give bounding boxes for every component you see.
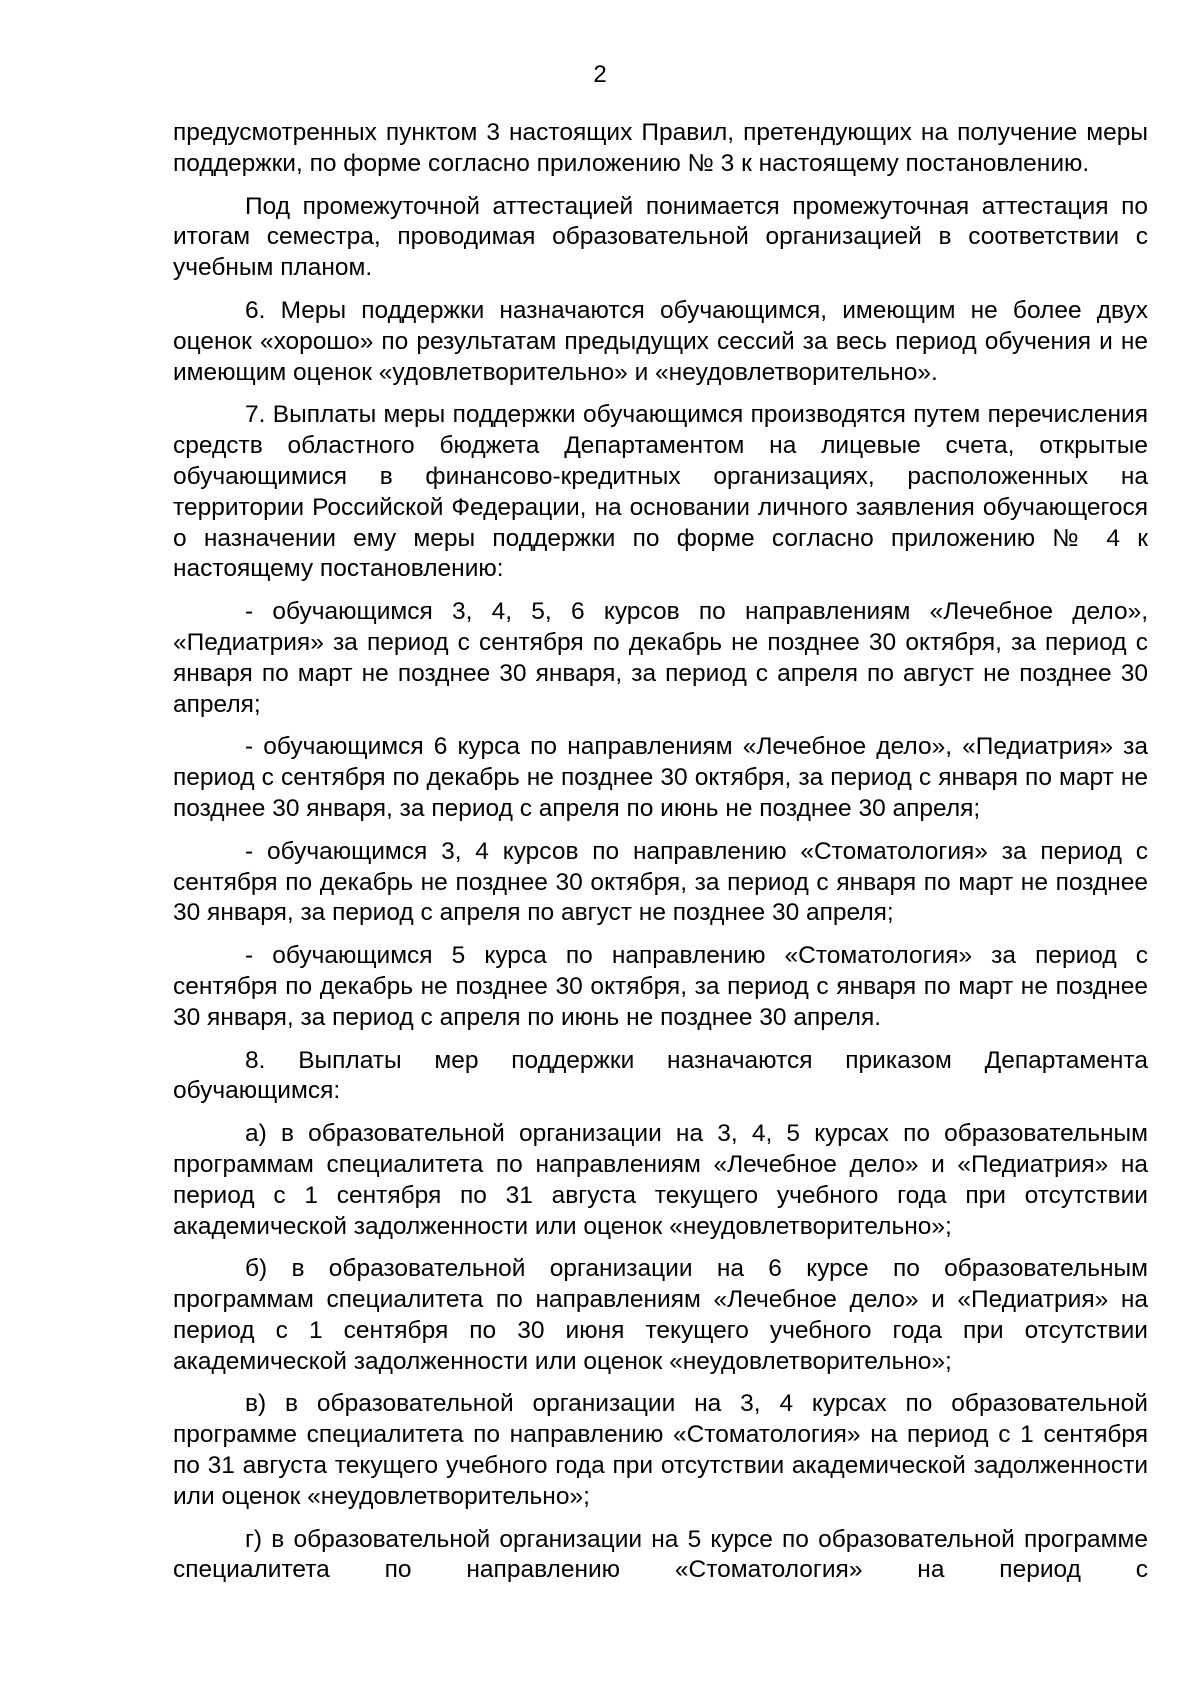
list-item-a: а) в образовательной организации на 3, 4, 5 курсах по образовательным программам специалитета по направлениям «Лечебное дело» и «Педиатрия» на период с 1 сентября по 31 августа текущего учебного года при отсутствии академической задолженности или оценок «неудовлетворительно»; (173, 1120, 1148, 1240)
paragraph-item-8: 8. Выплаты мер поддержки назначаются приказом Департамента обучающимся: (173, 1046, 1148, 1105)
paragraph-continuation: предусмотренных пунктом 3 настоящих Правил, претендующих на получение меры поддержки, по форме согласно приложению № 3 к настоящему постановлению. (173, 119, 1148, 177)
list-item-g: г) в образовательной организации на 5 курсе по образовательной программе специалитета по направлению «Стоматология» на период с (173, 1525, 1148, 1584)
list-item-dash-2: - обучающимся 6 курса по направлениям «Лечебное дело», «Педиатрия» за период с сентября по декабрь не позднее 30 октября, за период с января по март не позднее 30 января, за период с апреля по июнь не позднее 30 апреля; (173, 733, 1148, 822)
page-number: 2 (593, 61, 607, 88)
list-item-dash-4: - обучающимся 5 курса по направлению «Стоматология» за период с сентября по декабрь не позднее 30 октября, за период с января по март не позднее 30 января, за период с апреля по июнь не позднее 30 апреля. (173, 942, 1148, 1031)
list-item-b: б) в образовательной организации на 6 курсе по образовательным программам специалитета по направлениям «Лечебное дело» и «Педиатрия» на период с 1 сентября по 30 июня текущего учебного года при отсутствии академической задолженности или оценок «неудовлетворительно»; (173, 1255, 1148, 1375)
paragraph-item-6: 6. Меры поддержки назначаются обучающимся, имеющим не более двух оценок «хорошо» по результатам предыдущих сессий за весь период обучения и не имеющим оценок «удовлетворительно» и «неудовлетворительно». (173, 296, 1148, 386)
list-item-v: в) в образовательной организации на 3, 4 курсах по образовательной программе специалитета по направлению «Стоматология» на период с 1 сентября по 31 августа текущего учебного года при отсутствии академической задолженности или оценок «неудовлетворительно»; (173, 1390, 1148, 1510)
list-item-dash-3: - обучающимся 3, 4 курсов по направлению «Стоматология» за период с сентября по декабрь не позднее 30 октября, за период с января по март не позднее 30 января, за период с апреля по август не позднее 30 апреля; (173, 837, 1148, 927)
document-body (173, 118, 1148, 1598)
paragraph-item-7: 7. Выплаты меры поддержки обучающимся производятся путем перечисления средств областного бюджета Департаментом на лицевые счета, открытые обучающимися в финансово-кредитных организациях, расположенных на территории Российской Федерации, на основании личного заявления обучающегося о назначении ему меры поддержки по форме согласно приложению № 4 к настоящему постановлению: (173, 401, 1148, 583)
list-item-dash-1: - обучающимся 3, 4, 5, 6 курсов по направлениям «Лечебное дело», «Педиатрия» за период с сентября по декабрь не позднее 30 октября, за период с января по март не позднее 30 января, за период с апреля по август не позднее 30 апреля; (173, 598, 1148, 718)
paragraph-intermediate-attestation: Под промежуточной аттестацией понимается промежуточная аттестация по итогам семестра, проводимая образовательной организацией в соответствии с учебным планом. (173, 192, 1148, 282)
